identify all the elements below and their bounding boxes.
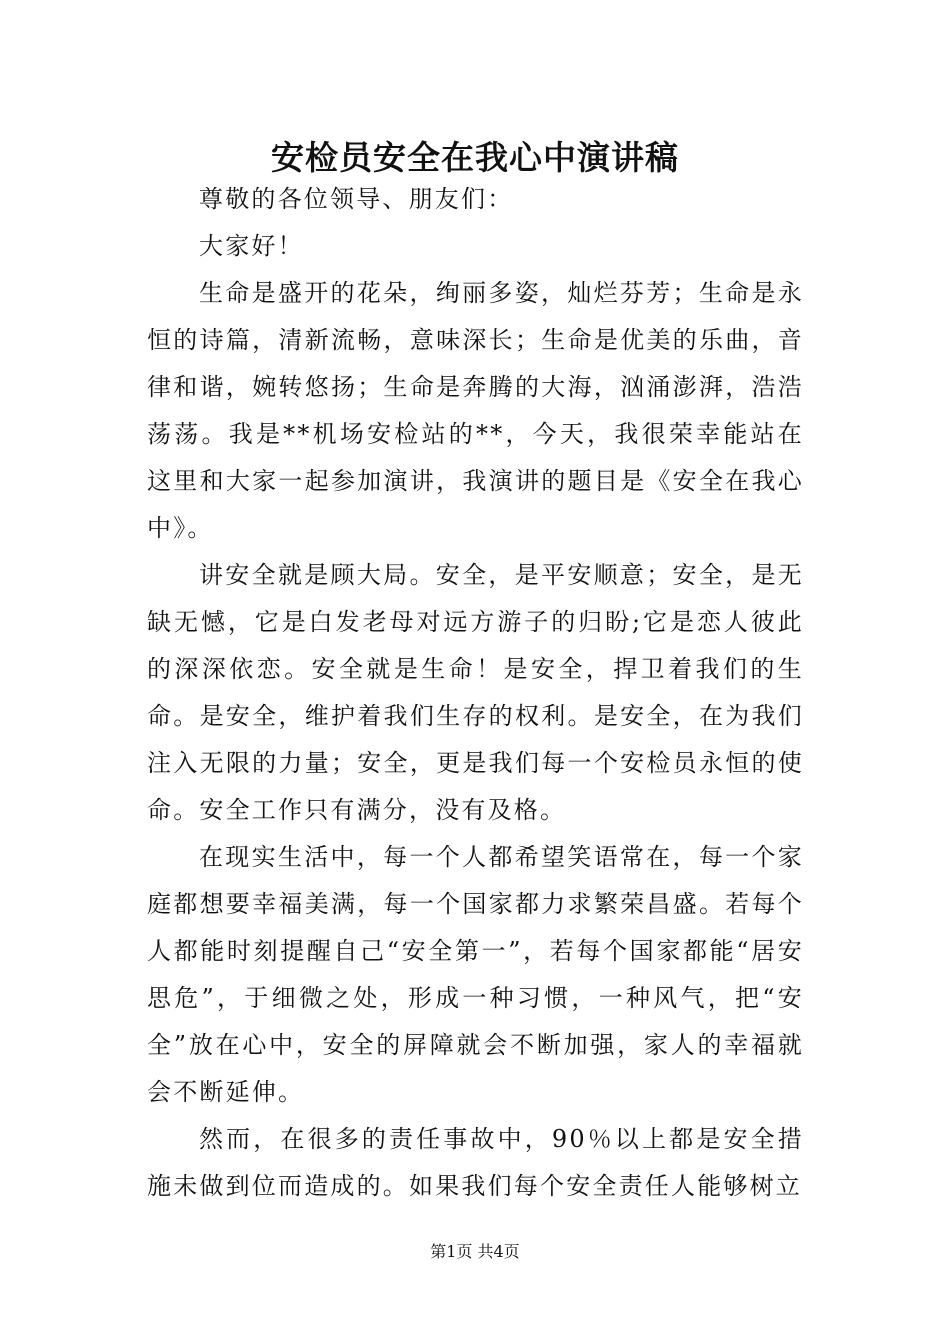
document-body xyxy=(147,176,804,1210)
body-paragraph: 生命是盛开的花朵，绚丽多姿，灿烂芬芳；生命是永恒的诗篇，清新流畅，意味深长；生命是优美的乐曲，音律和谐，婉转悠扬；生命是奔腾的大海，汹涌澎湃，浩浩荡荡。我是**机场安检站的**，今天，我很荣幸能站在这里和大家一起参加演讲，我演讲的题目是《安全在我心中》。 xyxy=(147,279,804,542)
page-number: 第1页 共4页 xyxy=(430,1242,520,1261)
document-title: 安检员安全在我心中演讲稿 xyxy=(271,138,679,177)
body-paragraph: 在现实生活中，每一个人都希望笑语常在，每一个家庭都想要幸福美满，每一个国家都力求繁荣昌盛。若每个人都能时刻提醒自己“安全第一”，若每个国家都能“居安思危”，于细微之处，形成一种习惯，一种风气，把“安全”放在心中，安全的屏障就会不断加强，家人的幸福就会不断延伸。 xyxy=(147,843,804,1106)
greeting-paragraph: 大家好！ xyxy=(199,232,304,260)
body-paragraph: 讲安全就是顾大局。安全，是平安顺意；安全，是无缺无憾，它是白发老母对远方游子的归盼;它是恋人彼此的深深依恋。安全就是生命！是安全，捍卫着我们的生命。是安全，维护着我们生存的权利。是安全，在为我们注入无限的力量；安全，更是我们每一个安检员永恒的使命。安全工作只有满分，没有及格。 xyxy=(147,561,804,824)
salutation-paragraph: 尊敬的各位领导、朋友们： xyxy=(199,185,514,213)
body-paragraph: 然而，在很多的责任事故中，90％以上都是安全措施未做到位而造成的。如果我们每个安全责任人能够树立 xyxy=(147,1125,804,1200)
